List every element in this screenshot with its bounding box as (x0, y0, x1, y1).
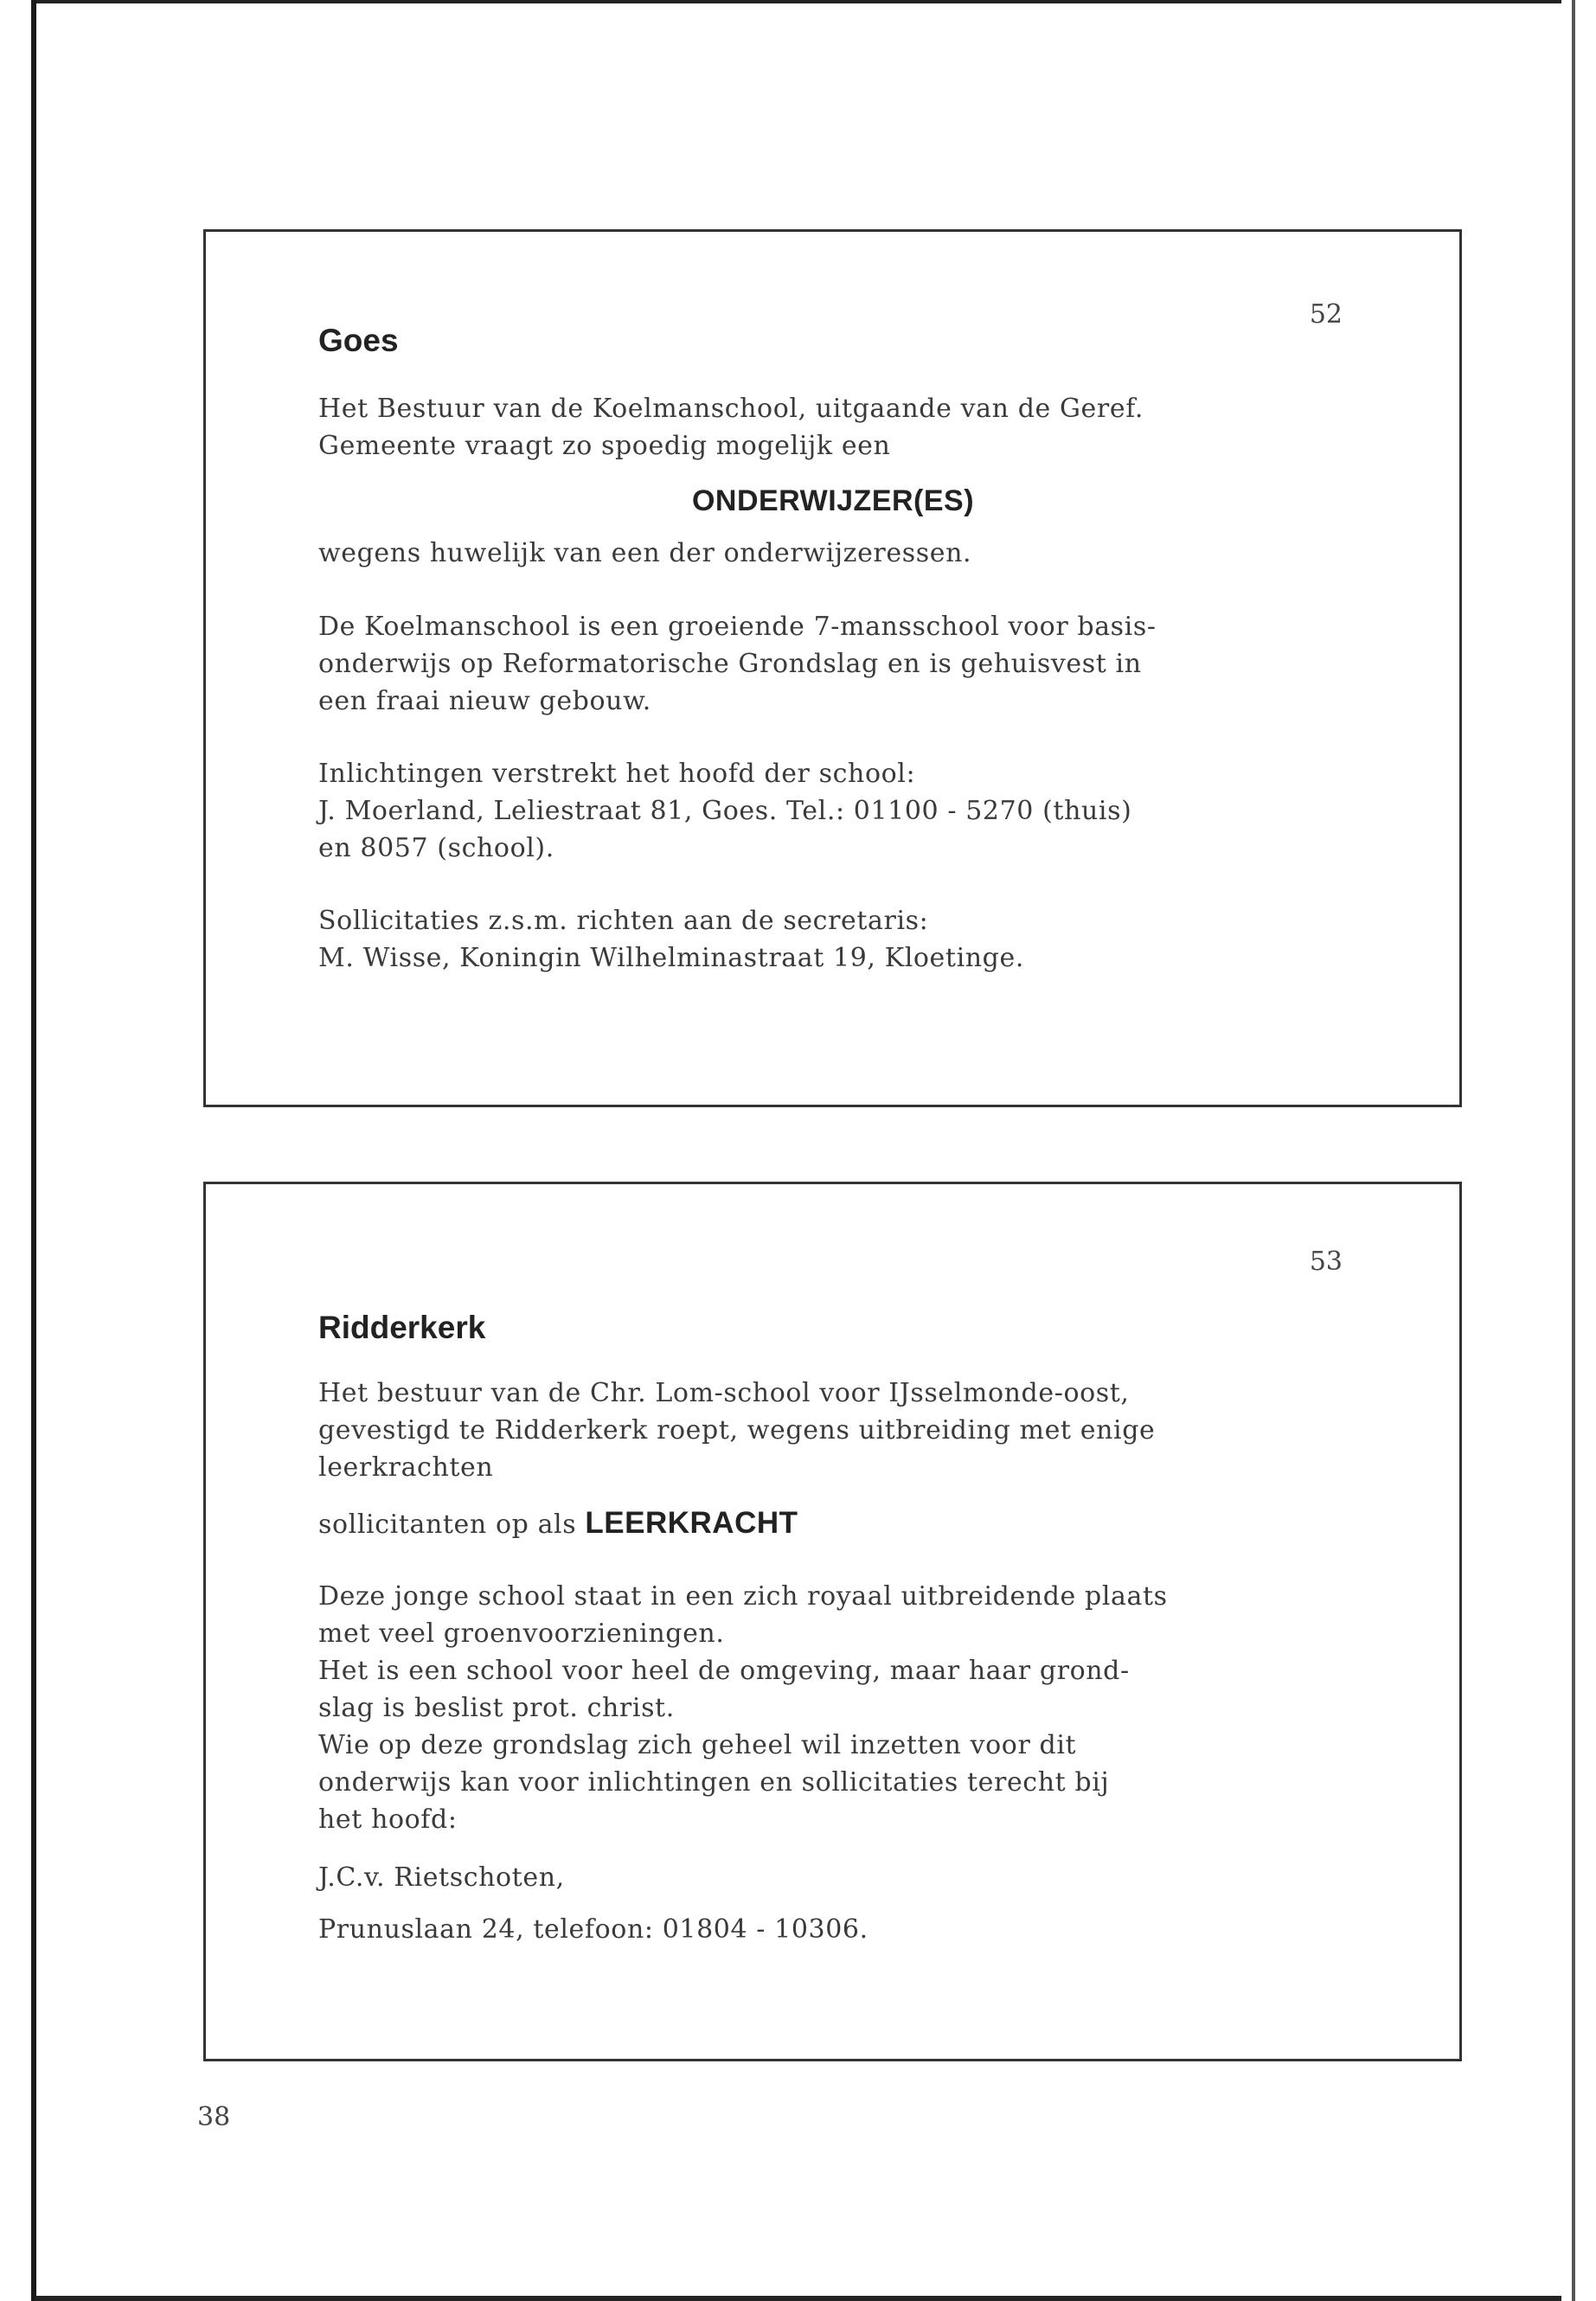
ad-reason (318, 535, 1348, 572)
text-line: onderwijs kan voor inlichtingen en sollicitaties terecht bij (318, 1767, 1110, 1798)
ad-number: 52 (1309, 299, 1343, 330)
ad-call (318, 1504, 1348, 1541)
ad-contact-address (318, 1911, 1348, 1948)
scan-edge-left (31, 0, 36, 2301)
page-number: 38 (197, 2102, 231, 2132)
text-line: J. Moerland, Leliestraat 81, Goes. Tel.: 01100 - 5270 (thuis) (318, 796, 1132, 826)
scan-edge-bottom (35, 2296, 1561, 2301)
text-line: leerkrachten (318, 1452, 494, 1483)
scan-edge-right (1572, 0, 1575, 2301)
text-line: onderwijs op Reformatorische Grondslag en is gehuisvest in (318, 649, 1142, 679)
text-line: en 8057 (school). (318, 833, 554, 863)
text-line: Het Bestuur van de Koelmanschool, uitgaande van de Geref. (318, 394, 1144, 424)
text-line (318, 1504, 1348, 1541)
ad-town-heading: Ridderkerk (318, 1310, 486, 1345)
text-line: De Koelmanschool is een groeiende 7-mansschool voor basis- (318, 612, 1157, 642)
call-prefix: sollicitanten op als (318, 1509, 577, 1540)
text-line: Het bestuur van de Chr. Lom-school voor IJsselmonde-oost, (318, 1378, 1130, 1408)
ad-intro (318, 390, 1348, 465)
ad-application (318, 902, 1348, 977)
text-line: Prunuslaan 24, telefoon: 01804 - 10306. (318, 1914, 869, 1945)
scan-edge-top (35, 0, 1561, 3)
text-line: Gemeente vraagt zo spoedig mogelijk een (318, 431, 891, 461)
text-line: gevestigd te Ridderkerk roept, wegens uitbreiding met enige (318, 1415, 1156, 1445)
text-line: J.C.v. Rietschoten, (318, 1862, 565, 1893)
text-line: Het is een school voor heel de omgeving, maar haar grond- (318, 1656, 1130, 1686)
ad-ridderkerk (203, 1182, 1462, 2061)
text-line: Wie op deze grondslag zich geheel wil inzetten voor dit (318, 1730, 1077, 1760)
ad-intro (318, 1375, 1348, 1486)
text-line: wegens huwelijk van een der onderwijzeressen. (318, 538, 972, 568)
ad-contact-name (318, 1859, 1348, 1896)
position-heading: LEERKRACHT (585, 1506, 798, 1540)
ad-body (318, 1578, 1348, 1838)
ad-number: 53 (1309, 1247, 1343, 1277)
text-line: slag is beslist prot. christ. (318, 1693, 675, 1723)
text-line: Inlichtingen verstrekt het hoofd der school: (318, 759, 916, 789)
ad-town-heading: Goes (318, 323, 399, 358)
text-line: met veel groenvoorzieningen. (318, 1618, 725, 1649)
text-line: Sollicitaties z.s.m. richten aan de secretaris: (318, 906, 929, 936)
ad-goes (203, 229, 1462, 1107)
ad-description (318, 608, 1348, 720)
text-line: M. Wisse, Koningin Wilhelminastraat 19, Kloetinge. (318, 943, 1024, 973)
text-line: Deze jonge school staat in een zich royaal uitbreidende plaats (318, 1581, 1168, 1612)
position-heading: ONDERWIJZER(ES) (691, 484, 975, 517)
text-line: het hoofd: (318, 1804, 458, 1835)
ad-info (318, 755, 1348, 867)
text-line: een fraai nieuw gebouw. (318, 686, 651, 716)
